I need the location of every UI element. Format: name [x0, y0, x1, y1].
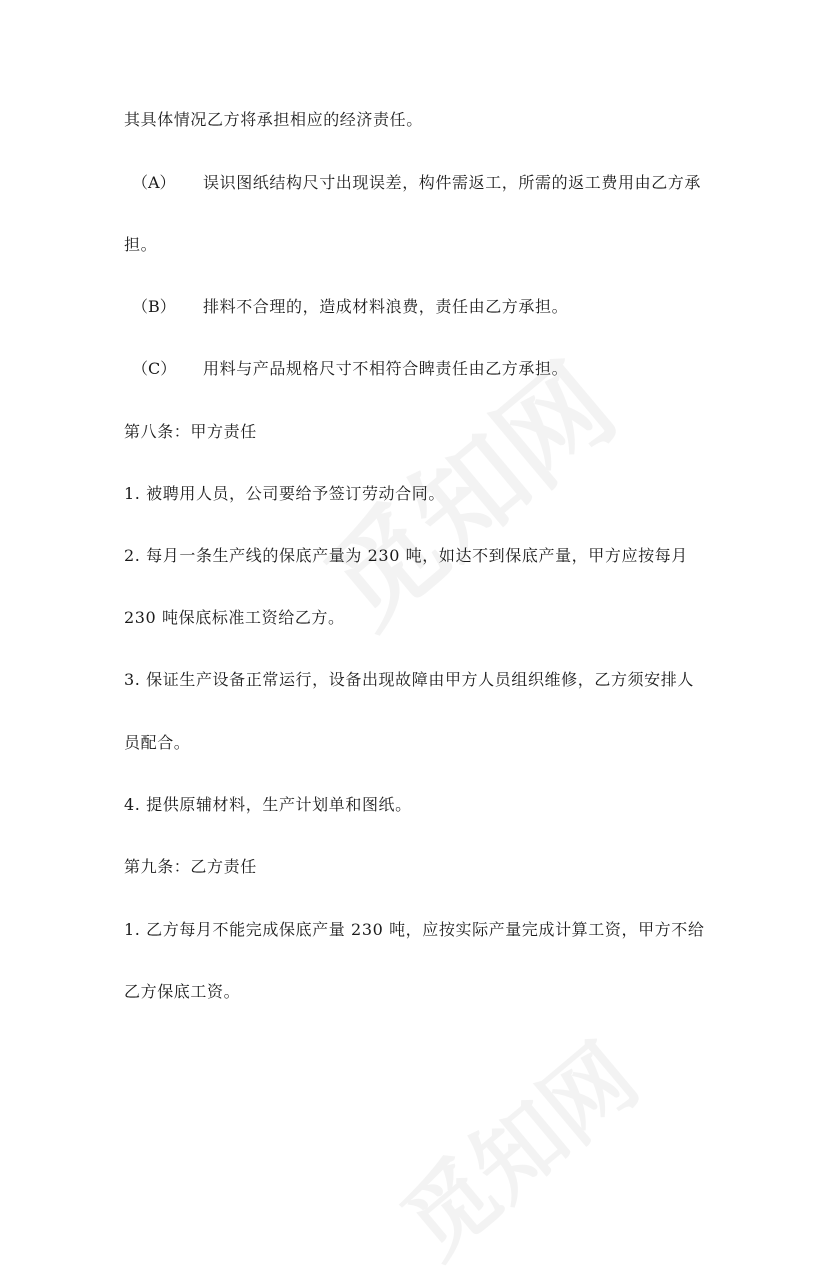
- paragraph-line: 其具体情况乙方将承担相应的经济责任。: [124, 110, 423, 129]
- article-8-title: 第八条：甲方责任: [124, 422, 257, 441]
- item-text-c: 用料与产品规格尺寸不相符合睥责任由乙方承担。: [203, 359, 569, 378]
- watermark: [370, 1008, 660, 1281]
- article-8-item-3: 3. 保证生产设备正常运行，设备出现故障由甲方人员组织维修，乙方须安排人: [124, 670, 694, 689]
- article-8-item-1: 1. 被聘用人员，公司要给予签订劳动合同。: [124, 484, 445, 503]
- item-text-b: 排料不合理的，造成材料浪费，责任由乙方承担。: [203, 297, 569, 316]
- article-8-item-2: 2. 每月一条生产线的保底产量为 230 吨，如达不到保底产量，甲方应按每月: [124, 546, 688, 565]
- item-label-b: （B）: [132, 297, 176, 316]
- item-label-c: （C）: [132, 359, 177, 378]
- item-text-a: 误识图纸结构尺寸出现误差，构件需返工，所需的返工费用由乙方承: [203, 173, 702, 192]
- item-label-a: （A）: [132, 173, 176, 192]
- article-8-item-3-cont: 员配合。: [124, 733, 191, 752]
- article-9-item-1: 1. 乙方每月不能完成保底产量 230 吨，应按实际产量完成计算工资，甲方不给: [124, 920, 705, 939]
- article-8-item-4: 4. 提供原辅材料，生产计划单和图纸。: [124, 795, 412, 814]
- paragraph-line: 担。: [124, 235, 158, 254]
- article-9-item-1-cont: 乙方保底工资。: [124, 982, 241, 1001]
- article-9-title: 第九条：乙方责任: [124, 857, 257, 876]
- article-8-item-2-cont: 230 吨保底标准工资给乙方。: [124, 608, 345, 627]
